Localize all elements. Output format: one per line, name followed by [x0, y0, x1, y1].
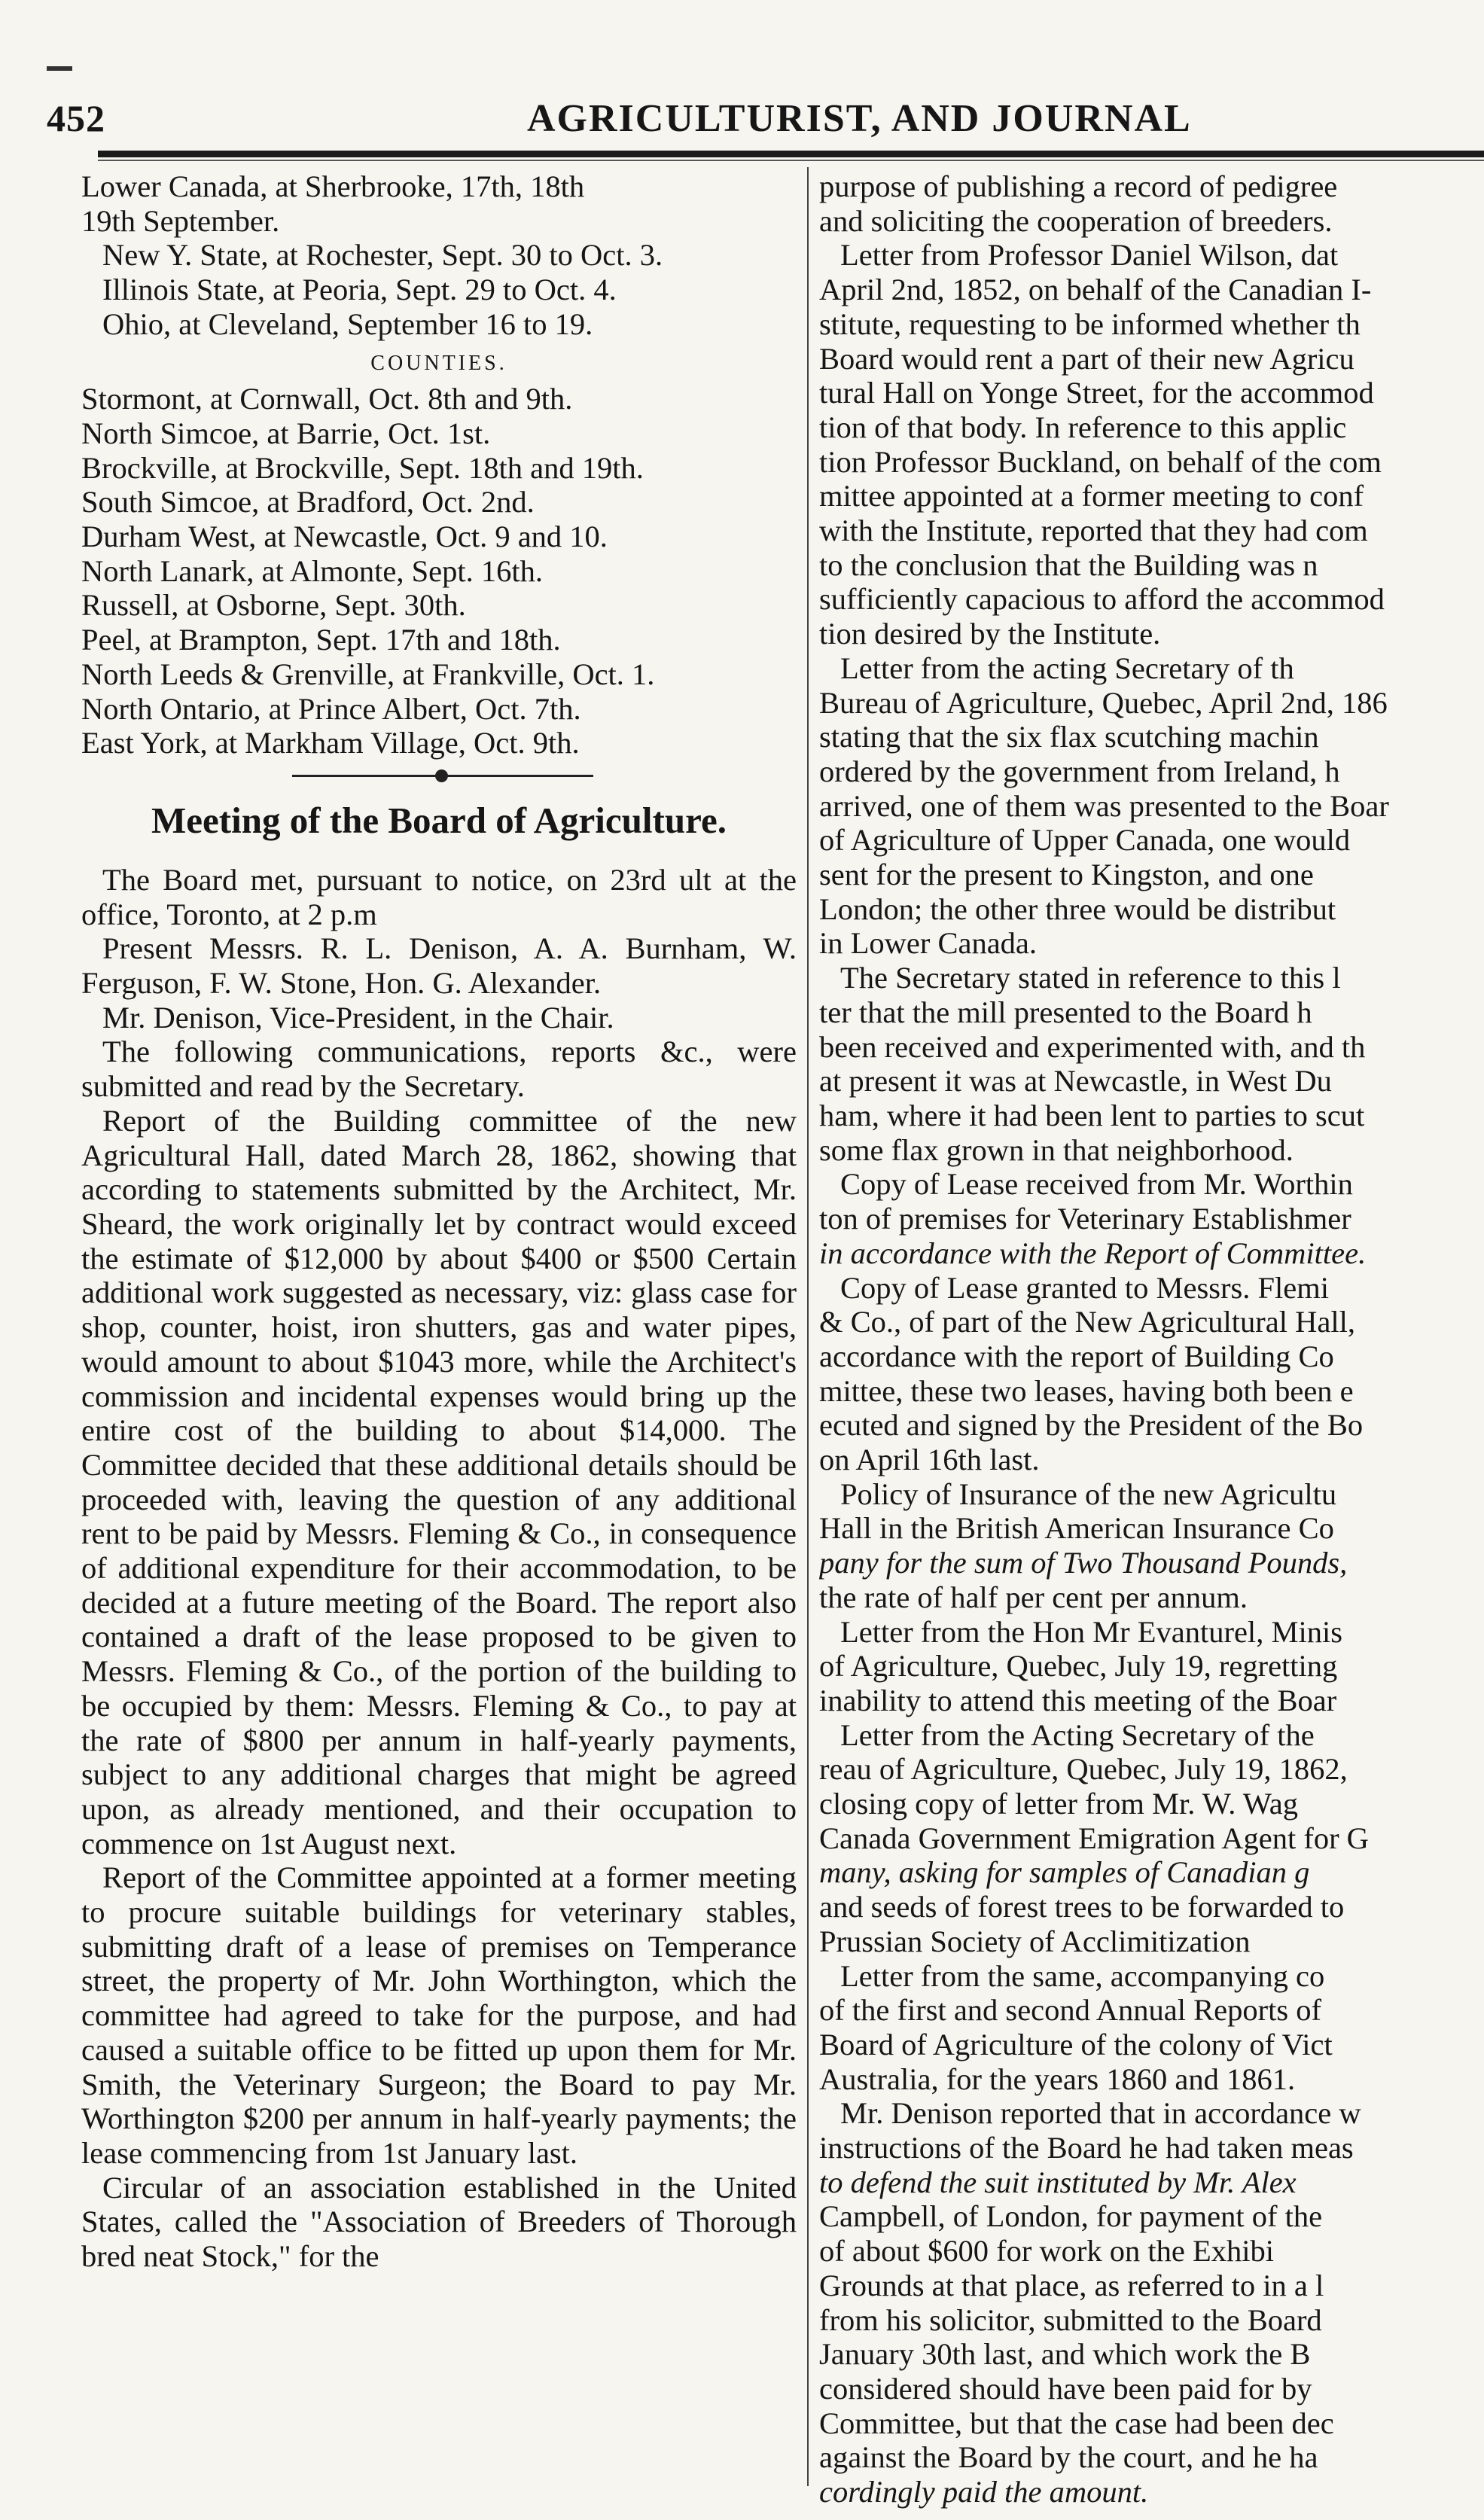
county-line: Russell, at Osborne, Sept. 30th. [81, 588, 466, 623]
text-line: closing copy of letter from Mr. W. Wag [819, 1787, 1299, 1821]
text-line: ter that the mill presented to the Board h [819, 995, 1312, 1029]
text-line: tion Professor Buckland, on behalf of the com [819, 444, 1382, 479]
text-line: Grounds at that place, as referred to in a l [819, 2268, 1324, 2302]
text-line: Canada Government Emigration Agent for G [819, 1821, 1369, 1855]
county-line: North Lanark, at Almonte, Sept. 16th. [81, 553, 544, 588]
text-line: Australia, for the years 1860 and 1861. [819, 2061, 1296, 2096]
text-line: of the first and second Annual Reports of [819, 1993, 1321, 2028]
paragraph: Report of the Committee appointed at a former meeting to procure suitable buildings for veterinary stables, submitting draft of a lease of premises on Temperance street, the property of Mr. John Worthington, which the committee had agreed to take for the purpose, and had caused a suitable office to be fitted up upon them for Mr. Smith, the Veterinary Surgeon; the Board to pay Mr. Worthington $200 per annum in half-yearly payments; the lease commencing from 1st January last. [81, 1860, 797, 2170]
text-line: London; the other three would be distribut [819, 891, 1336, 926]
text-line: Hall in the British American Insurance Co [819, 1511, 1334, 1546]
county-line: North Leeds & Grenville, at Frankville, Oct. 1. [81, 657, 655, 691]
paragraph: Mr. Denison, Vice-President, in the Chair. [102, 1000, 614, 1035]
text-line: tural Hall on Yonge Street, for the accommod [819, 376, 1374, 410]
text-line: Letter from the acting Secretary of th [840, 651, 1294, 685]
text-line: ecuted and signed by the President of the Bo [819, 1408, 1364, 1443]
text-line: Board of Agriculture of the colony of Vict [819, 2027, 1333, 2061]
text-line: ham, where it had been lent to parties to scut [819, 1098, 1365, 1132]
divider-dot [435, 769, 448, 782]
text-line: Letter from the Acting Secretary of the [840, 1717, 1315, 1752]
running-title: AGRICULTURIST, AND JOURNAL [527, 97, 1192, 140]
text-line: many, asking for samples of Canadian g [819, 1855, 1310, 1890]
text-line: ordered by the government from Ireland, h [819, 754, 1340, 788]
right-column [819, 169, 1484, 2509]
text-line: April 2nd, 1852, on behalf of the Canadian I- [819, 273, 1372, 307]
header-rule-thin [98, 160, 1484, 161]
paragraph: Present Messrs. R. L. Denison, A. A. Burnham, W. Ferguson, F. W. Stone, Hon. G. Alexander. [81, 931, 797, 1001]
text-line: Bureau of Agriculture, Quebec, April 2nd, 186 [819, 685, 1388, 720]
text-line: inability to attend this meeting of the Boar [819, 1683, 1337, 1717]
text-line: in Lower Canada. [819, 926, 1038, 961]
text-line: Letter from the same, accompanying co [840, 1958, 1325, 1993]
text-line: & Co., of part of the New Agricultural Hall, [819, 1305, 1355, 1339]
text-line: stating that the six flax scutching machin [819, 720, 1319, 754]
text-line: Mr. Denison reported that in accordance w [840, 2096, 1361, 2131]
paragraph: The following communications, reports &c., were submitted and read by the Secretary. [81, 1035, 797, 1104]
text-line: to the conclusion that the Building was n [819, 547, 1318, 582]
county-line: North Ontario, at Prince Albert, Oct. 7th. [81, 691, 581, 726]
text-line: reau of Agriculture, Quebec, July 19, 1862, [819, 1752, 1348, 1787]
counties-heading: COUNTIES. [370, 351, 507, 375]
county-line: North Simcoe, at Barrie, Oct. 1st. [81, 416, 491, 450]
exhibition-line: New Y. State, at Rochester, Sept. 30 to Oct. 3. [102, 238, 663, 273]
text-line: of Agriculture, Quebec, July 19, regretting [819, 1649, 1338, 1684]
text-line: to defend the suit instituted by Mr. Alex [819, 2165, 1297, 2199]
county-line: Durham West, at Newcastle, Oct. 9 and 10. [81, 520, 608, 554]
page-header [0, 96, 1484, 157]
header-rule [98, 151, 1484, 157]
text-line: Prussian Society of Acclimitization [819, 1924, 1251, 1958]
text-line: and seeds of forest trees to be forwarded to [819, 1890, 1345, 1924]
county-line: Peel, at Brampton, Sept. 17th and 18th. [81, 623, 561, 657]
text-line: some flax grown in that neighborhood. [819, 1132, 1294, 1167]
text-line: Policy of Insurance of the new Agricultu [840, 1476, 1337, 1511]
text-line: and soliciting the cooperation of breeders. [819, 203, 1333, 238]
text-line: considered should have been paid for by [819, 2372, 1312, 2406]
text-line: in accordance with the Report of Committee. [819, 1236, 1367, 1270]
text-line: sufficiently capacious to afford the accommod [819, 582, 1385, 617]
text-line: mittee appointed at a former meeting to conf [819, 479, 1364, 513]
text-line: cordingly paid the amount. [819, 2475, 1149, 2509]
county-line: East York, at Markham Village, Oct. 9th. [81, 726, 580, 760]
text-line: ton of premises for Veterinary Establishmer [819, 1202, 1351, 1236]
text-line: mittee, these two leases, having both been e [819, 1373, 1354, 1408]
paragraph: Circular of an association established in the United States, called the "Association of Breeders of Thorough bred neat Stock," for the [81, 2170, 797, 2274]
section-divider-ornament [81, 765, 797, 788]
text-line: of about $600 for work on the Exhibi [819, 2234, 1275, 2269]
section-title: Meeting of the Board of Agriculture. [151, 799, 727, 841]
text-line: against the Board by the court, and he ha [819, 2440, 1318, 2475]
text-line: at present it was at Newcastle, in West Du [819, 1064, 1332, 1099]
text-line: stitute, requesting to be informed whether th [819, 306, 1361, 341]
exhibition-line: Ohio, at Cleveland, September 16 to 19. [102, 306, 593, 341]
text-line: Copy of Lease received from Mr. Worthin [840, 1167, 1353, 1202]
text-line: with the Institute, reported that they had com [819, 513, 1368, 548]
text-line: from his solicitor, submitted to the Board [819, 2302, 1322, 2337]
column-divider [807, 167, 809, 2486]
text-line: Campbell, of London, for payment of the [819, 2199, 1323, 2234]
page-corner-mark [47, 66, 72, 71]
text-line: The Secretary stated in reference to this l [840, 961, 1341, 995]
text-line: Board would rent a part of their new Agricu [819, 341, 1354, 376]
text-line: instructions of the Board he had taken meas [819, 2131, 1354, 2165]
paragraph: Report of the Building committee of the new Agricultural Hall, dated March 28, 1862, showing that according to statements submitted by the Architect, Mr. Sheard, the work originally let by contract would exceed the estimate of $12,000 by about $400 or $500 Certain additional work suggested as necessary, viz: glass case for shop, counter, hoist, iron shutters, gas and water pipes, would amount to about $1043 more, while the Architect's commission and incidental expenses would bring up the entire cost of the building to about $14,000. The Committee decided that these additional details should be proceeded with, leaving the question of any additional rent to be paid by Messrs. Fleming & Co., in consequence of additional expenditure for their accommodation, to be decided at a future meeting of the Board. The report also contained a draft of the lease proposed to be given to Messrs. Fleming & Co., of the portion of the building to be occupied by them: Messrs. Fleming & Co., to pay at the rate of $800 per annum in half-yearly payments, subject to any additional charges that might be agreed upon, as already mentioned, and their occupation to commence on 1st August next. [81, 1103, 797, 1860]
text-line: pany for the sum of Two Thousand Pounds, [819, 1546, 1348, 1580]
text-line: the rate of half per cent per annum. [819, 1580, 1248, 1614]
left-column [81, 169, 797, 2274]
county-line: Stormont, at Cornwall, Oct. 8th and 9th. [81, 382, 573, 416]
paragraph: The Board met, pursuant to notice, on 23rd ult at the office, Toronto, at 2 p.m [81, 862, 797, 931]
text-line: Committee, but that the case had been dec [819, 2406, 1334, 2440]
exhibition-line: 19th September. [81, 203, 280, 238]
text-line: of Agriculture of Upper Canada, one would [819, 823, 1351, 858]
text-line: arrived, one of them was presented to the Boar [819, 788, 1389, 823]
text-line: tion of that body. In reference to this applic [819, 410, 1347, 444]
text-line: Letter from the Hon Mr Evanturel, Minis [840, 1614, 1342, 1649]
text-line: accordance with the report of Building Co [819, 1339, 1334, 1373]
text-line: Copy of Lease granted to Messrs. Flemi [840, 1270, 1330, 1305]
county-line: South Simcoe, at Bradford, Oct. 2nd. [81, 485, 535, 520]
text-line: sent for the present to Kingston, and one [819, 858, 1314, 892]
text-line: on April 16th last. [819, 1443, 1040, 1477]
text-line: purpose of publishing a record of pedigree [819, 169, 1338, 203]
exhibition-line: Lower Canada, at Sherbrooke, 17th, 18th [81, 169, 585, 203]
text-line: Letter from Professor Daniel Wilson, dat [840, 238, 1339, 273]
page-number: 452 [47, 97, 105, 139]
text-line: January 30th last, and which work the B [819, 2337, 1311, 2372]
county-line: Brockville, at Brockville, Sept. 18th and 19th. [81, 450, 644, 485]
text-line: tion desired by the Institute. [819, 617, 1161, 651]
text-line: been received and experimented with, and th [819, 1029, 1366, 1064]
exhibition-line: Illinois State, at Peoria, Sept. 29 to Oct. 4. [102, 273, 617, 307]
